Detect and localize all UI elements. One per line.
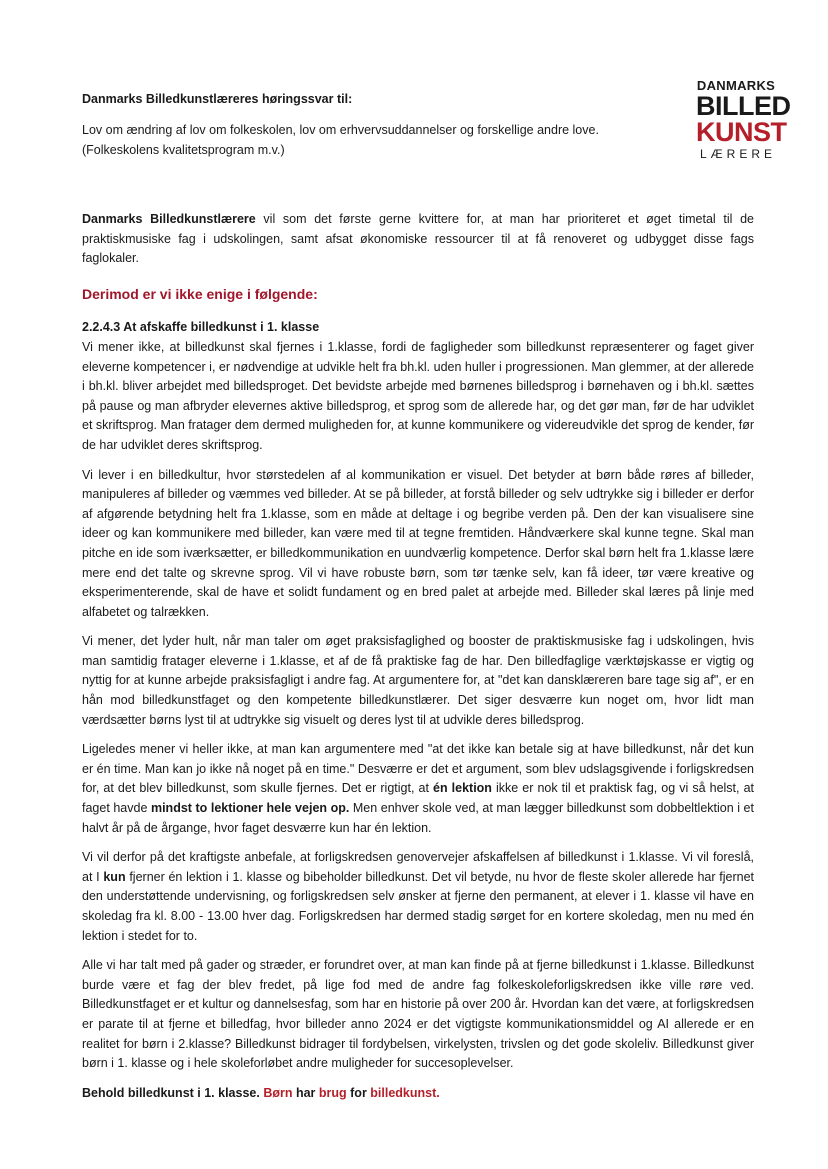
logo-line-billed: BILLED — [696, 91, 791, 121]
document-title: Danmarks Billedkunstlæreres høringssvar til: — [82, 92, 353, 106]
document-body — [82, 210, 754, 1103]
paragraph-1: Vi mener ikke, at billedkunst skal fjernes i 1.klasse, fordi de fagligheder som billedkunst repræsenterer og faget giver eleverne kompetencer i, er nødvendige at udvikle helt fra bh.kl. uden huller i progressionen. Man glemmer, at der allerede i bh.kl. bliver arbejdet med billedsproget. Det bevidste arbejde med børnenes billedsprog i børnehaven og i bh.kl. sættes på pause og man afbryder elevernes aktive billedsprog, et sprog som de allerede har, og det gør man, før de har udviklet et skriftsprog. Man fratager dem dermed muligheden for, at kunne kommunikere og videreudvikle det sprog de kender, før de har udviklet deres skriftsprog. — [82, 339, 754, 452]
document-subtitle — [82, 120, 642, 160]
p5-text-c: fjerner én lektion i 1. klasse og bibeholder billedkunst. Det vil betyde, nu hvor de fleste skoler allerede har fjernet den understøttende undervisning, og forligskredsen selv ønsker at fjerne den permanent, at elever i 1. klasse vil have en skoledag fra kl. 8.00 - 13.00 hver dag. Forligskredsen har dermed stadig sørget for en kortere skoledag, men nu med én lektion i stedet for to. — [82, 869, 754, 943]
p4-bold-two-lessons: mindst to lektioner hele vejen op. — [150, 801, 350, 816]
closing-text-c: har — [292, 1085, 319, 1100]
paragraph-4 — [82, 740, 754, 838]
section-heading: 2.2.4.3 At afskaffe billedkunst i 1. klasse — [82, 320, 320, 335]
p5-bold-only: kun — [103, 869, 126, 884]
closing-red-brug: brug — [318, 1085, 347, 1100]
paragraph-5 — [82, 848, 754, 946]
closing-text-e: for — [346, 1085, 371, 1100]
closing-text-a: Behold billedkunst i 1. klasse. — [82, 1085, 264, 1100]
intro-org-name: Danmarks Billedkunstlærere — [82, 212, 256, 226]
p4-text-c: ikke er nok til et praktisk fag, og vi så helst, at faget havde — [82, 781, 754, 816]
logo-line-danmarks: DANMARKS — [696, 78, 776, 93]
paragraph-2: Vi lever i en billedkultur, hvor størstedelen af al kommunikation er visuel. Det betyder at børn både røres af billeder, manipuleres af billeder og væmmes ved billeder. At se på billeder, at forstå billeder og selv udtrykke sig i billeder er derfor af afgørende betydning helt fra 1.klasse, som en måde at deltage i og begribe verden på. Den der kan visualisere sine ideer og kan kommunikere med billeder, kan være med til at tegne fremtiden. Håndværkere skal kunne tegne. Skal man pitche en ide som iværksætter, er billedkommunikation en uundværlig kompetence. Derfor skal børn helt fra 1.klasse lære mere end det talte og skrevne sprog. Vil vi have robuste børn, som tør tænke selv, kan få ideer, tør være kreative og eksperimenterende, skal de have et solidt fundament og en bred palet at arbejde med. Billeder skal læres på linje med alfabetet og talrækken. — [82, 467, 754, 619]
paragraph-6: Alle vi har talt med på gader og stræder, er forundret over, at man kan finde på at fjerne billedkunst i 1.klasse. Billedkunst burde være et fag der blev fredet, på lige fod med de andre fag folkeskoleforligskredsen ikke ville røre ved. Billedkunstfaget er et kultur og dannelsesfag, som har en historie på over 200 år. Hvordan kan det være, at forligskredsen er parate til at fjerne et billedfag, hvor billeder anno 2024 er det vigtigste kommunikationsmiddel og AI allerede er en realitet for børn i 2.klasse? Billedkunst bidrager til fordybelsen, virkelysten, trivslen og det gode skoleliv. Billedkunst giver børn i 1. klasse og i hele skoleforløbet andre muligheder for succesoplevelser. — [82, 958, 754, 1071]
intro-text: vil som det første gerne kvittere for, at man har prioriteret et øget timetal til de praktiskmusiske fag i udskolingen, samt afsat økonomiske ressourcer til at få renoveret og udbygget disse fags faglokaler. — [82, 212, 754, 266]
closing-red-born: Børn — [263, 1085, 293, 1100]
disagree-heading: Derimod er vi ikke enige i følgende: — [82, 285, 318, 302]
p4-bold-one-lesson: én lektion — [433, 781, 492, 796]
closing-red-billedkunst: billedkunst. — [370, 1085, 440, 1100]
p4-text-d: Men enhver skole ved, at man lægger billedkunst som dobbeltlektion i et halvt år på de årgange, hvor faget desværre kun har én lektion. — [82, 801, 754, 835]
closing-statement — [82, 1084, 754, 1104]
intro-paragraph — [82, 210, 754, 269]
p4-text-a: Ligeledes mener vi heller ikke, at man kan argumentere med "at det ikke kan betale sig at have billedkunst, når det kun er én time. Man kan jo ikke nå noget på en time." Desværre er det et argument, som blev udslagsgivende i forligskredsen for, at det blev billedkunst, som skulle fjernes. Det er rigtigt, at — [82, 742, 754, 796]
p5-text-a: Vi vil derfor på det kraftigste anbefale, at forligskredsen genovervejer afskaffelsen af billedkunst i 1.klasse. Vi vil foreslå, at I — [82, 850, 754, 884]
logo-line-laerere: LÆRERE — [700, 147, 777, 161]
subtitle-line-1: Lov om ændring af lov om folkeskolen, lov om erhvervsuddannelser og forskellige andre love. — [82, 123, 599, 137]
paragraph-3: Vi mener, det lyder hult, når man taler om øget praksisfaglighed og booster de praktiskmusiske fag i udskolingen, hvis man samtidig fratager eleverne i 1.klasse, et af de få praktiske fag de har. Den billedfaglige værktøjskasse er vigtig og nyttig for at kunne arbejde praksisfagligt i andre fag. At argumentere for, at "det kan dansklæreren bare tage sig af", er en hån mod billedkunstfaget og den kompetente billedkunstlærer. Det siger desværre kun noget om, hvor lidt man værdsætter børns lyst til at udtrykke sig visuelt og deres lyst til at udvikle deres billedsprog. — [82, 634, 754, 727]
logo-line-kunst: KUNST — [696, 117, 787, 147]
organization-logo — [696, 78, 791, 163]
subtitle-line-2: (Folkeskolens kvalitetsprogram m.v.) — [82, 143, 285, 157]
